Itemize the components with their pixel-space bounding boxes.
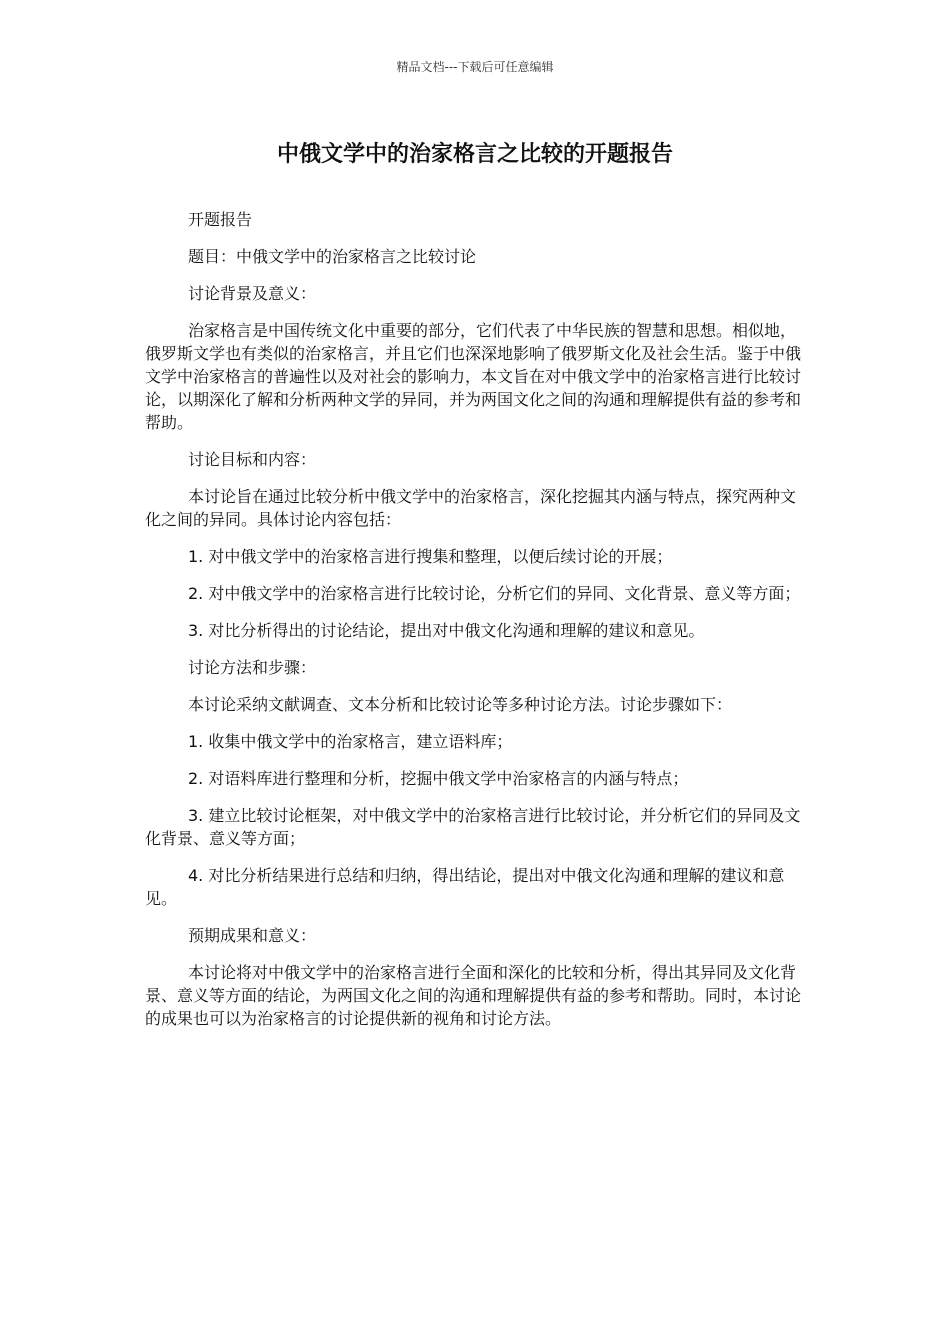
list-item-step-2: 2. 对语料库进行整理和分析，挖掘中俄文学中治家格言的内涵与特点；: [188, 769, 689, 788]
heading-outcomes: 预期成果和意义：: [188, 926, 317, 945]
paragraph-topic: 题目：中俄文学中的治家格言之比较讨论: [188, 247, 477, 266]
paragraph-report-label: 开题报告: [188, 210, 253, 229]
paragraph-goals: 本讨论旨在通过比较分析中俄文学中的治家格言，深化挖掘其内涵与特点，探究两种文化之间的异同。具体讨论内容包括：: [145, 487, 797, 529]
list-item-step-4: 4. 对比分析结果进行总结和归纳，得出结论，提出对中俄文化沟通和理解的建议和意见。: [145, 866, 785, 908]
list-item-step-3: 3. 建立比较讨论框架，对中俄文学中的治家格言进行比较讨论，并分析它们的异同及文化背景、意义等方面；: [145, 806, 801, 848]
document-body: [145, 208, 807, 1044]
document-title: 中俄文学中的治家格言之比较的开题报告: [276, 142, 673, 167]
list-item-step-1: 1. 收集中俄文学中的治家格言，建立语料库；: [188, 732, 513, 751]
page-header-note: 精品文档---下载后可任意编辑: [396, 60, 554, 74]
heading-background: 讨论背景及意义：: [188, 284, 317, 303]
heading-methods: 讨论方法和步骤：: [188, 658, 317, 677]
heading-goals: 讨论目标和内容：: [188, 450, 317, 469]
list-item-goal-3: 3. 对比分析得出的讨论结论，提出对中俄文化沟通和理解的建议和意见。: [188, 621, 705, 640]
paragraph-outcomes: 本讨论将对中俄文学中的治家格言进行全面和深化的比较和分析，得出其异同及文化背景、意义等方面的结论，为两国文化之间的沟通和理解提供有益的参考和帮助。同时，本讨论的成果也可以为治家格言的讨论提供新的视角和讨论方法。: [145, 963, 802, 1028]
paragraph-background: 治家格言是中国传统文化中重要的部分，它们代表了中华民族的智慧和思想。相似地，俄罗斯文学也有类似的治家格言，并且它们也深深地影响了俄罗斯文化及社会生活。鉴于中俄文学中治家格言的普遍性以及对社会的影响力，本文旨在对中俄文学中的治家格言进行比较讨论，以期深化了解和分析两种文学的异同，并为两国文化之间的沟通和理解提供有益的参考和帮助。: [145, 321, 802, 432]
list-item-goal-2: 2. 对中俄文学中的治家格言进行比较讨论，分析它们的异同、文化背景、意义等方面；: [188, 584, 801, 603]
paragraph-methods: 本讨论采纳文献调查、文本分析和比较讨论等多种讨论方法。讨论步骤如下：: [188, 695, 733, 714]
list-item-goal-1: 1. 对中俄文学中的治家格言进行搜集和整理，以便后续讨论的开展；: [188, 547, 673, 566]
